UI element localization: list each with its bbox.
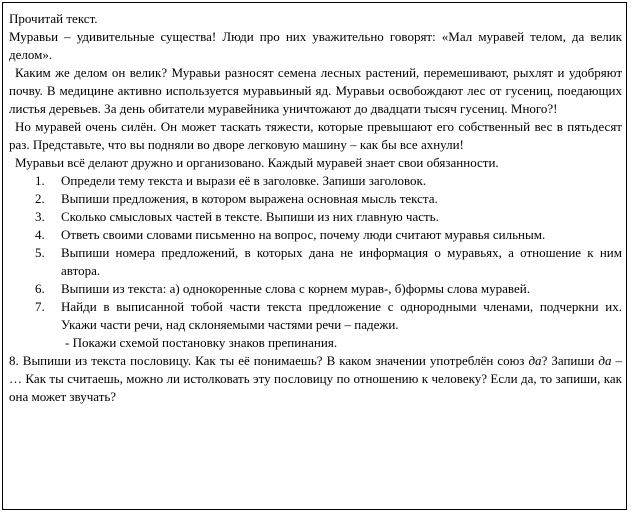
task-number: 6. — [35, 281, 45, 296]
task-number: 4. — [35, 227, 45, 242]
task-item — [9, 172, 622, 190]
task-number: 7. — [35, 299, 45, 314]
instruction-heading: Прочитай текст. — [9, 11, 98, 26]
task-list — [9, 172, 622, 334]
task-8-word2: да — [598, 353, 612, 368]
paragraph-2: Каким же делом он велик? Муравьи разносят семена лесных растений, перемешивают, рыхлят и удобряют почву. В медицине активно используется муравьиный яд. Муравьи освобождают лес от гусениц, поедающих листья деревьев. За день обитатели муравейника уничтожают до двадцати тысяч гусениц. Много?! — [9, 65, 622, 116]
task-number: 5. — [35, 245, 45, 260]
task-8 — [9, 352, 622, 406]
task-text: Найди в выписанной тобой части текста предложение с однородными членами, подчеркни их. Укажи части речи, над склоняемыми частями речи – падежи. — [61, 299, 622, 332]
task-item — [9, 280, 622, 298]
task-item — [9, 208, 622, 226]
task-item — [9, 190, 622, 208]
task-text: Сколько смысловых частей в тексте. Выпиши из них главную часть. — [61, 209, 439, 224]
task-7-note: - Покажи схемой постановку знаков препинания. — [65, 335, 338, 350]
paragraph-3: Но муравей очень силён. Он может таскать тяжести, которые превышают его собственный вес в пятьдесят раз. Представьте, что вы подняли во дворе легковую машину – как бы все ахнули! — [9, 119, 622, 152]
document-content — [9, 10, 622, 406]
task-number: 3. — [35, 209, 45, 224]
task-text: Выпиши предложения, в котором выражена основная мысль текста. — [61, 191, 438, 206]
task-item — [9, 226, 622, 244]
task-number: 2. — [35, 191, 45, 206]
task-item — [9, 244, 622, 280]
task-text: Выпиши из текста: а) однокоренные слова с корнем мурав-, б)формы слова муравей. — [61, 281, 530, 296]
task-number: 1. — [35, 173, 45, 188]
task-text: Ответь своими словами письменно на вопрос, почему люди считают муравья сильным. — [61, 227, 546, 242]
task-text: Определи тему текста и вырази её в заголовке. Запиши заголовок. — [61, 173, 427, 188]
task-8-part3: – … Как ты считаешь, можно ли истолковать эту пословицу по отношению к человеку? Если да, то запиши, как она может звучать? — [9, 353, 623, 404]
task-item — [9, 298, 622, 334]
paragraph-4: Муравьи всё делают дружно и организовано. Каждый муравей знает свои обязанности. — [15, 155, 499, 170]
task-8-part1: 8. Выпиши из текста пословицу. Как ты её понимаешь? В каком значении употреблён союз — [9, 353, 529, 368]
task-8-word1: да — [528, 353, 542, 368]
task-8-part2: ? Запиши — [541, 353, 599, 368]
text-frame — [2, 2, 627, 510]
paragraph-1: Муравьи – удивительные существа! Люди про них уважительно говорят: «Мал муравей телом, да велик делом». — [9, 29, 622, 62]
task-text: Выпиши номера предложений, в которых дана не информация о муравьях, а отношение к ним автора. — [61, 245, 622, 278]
